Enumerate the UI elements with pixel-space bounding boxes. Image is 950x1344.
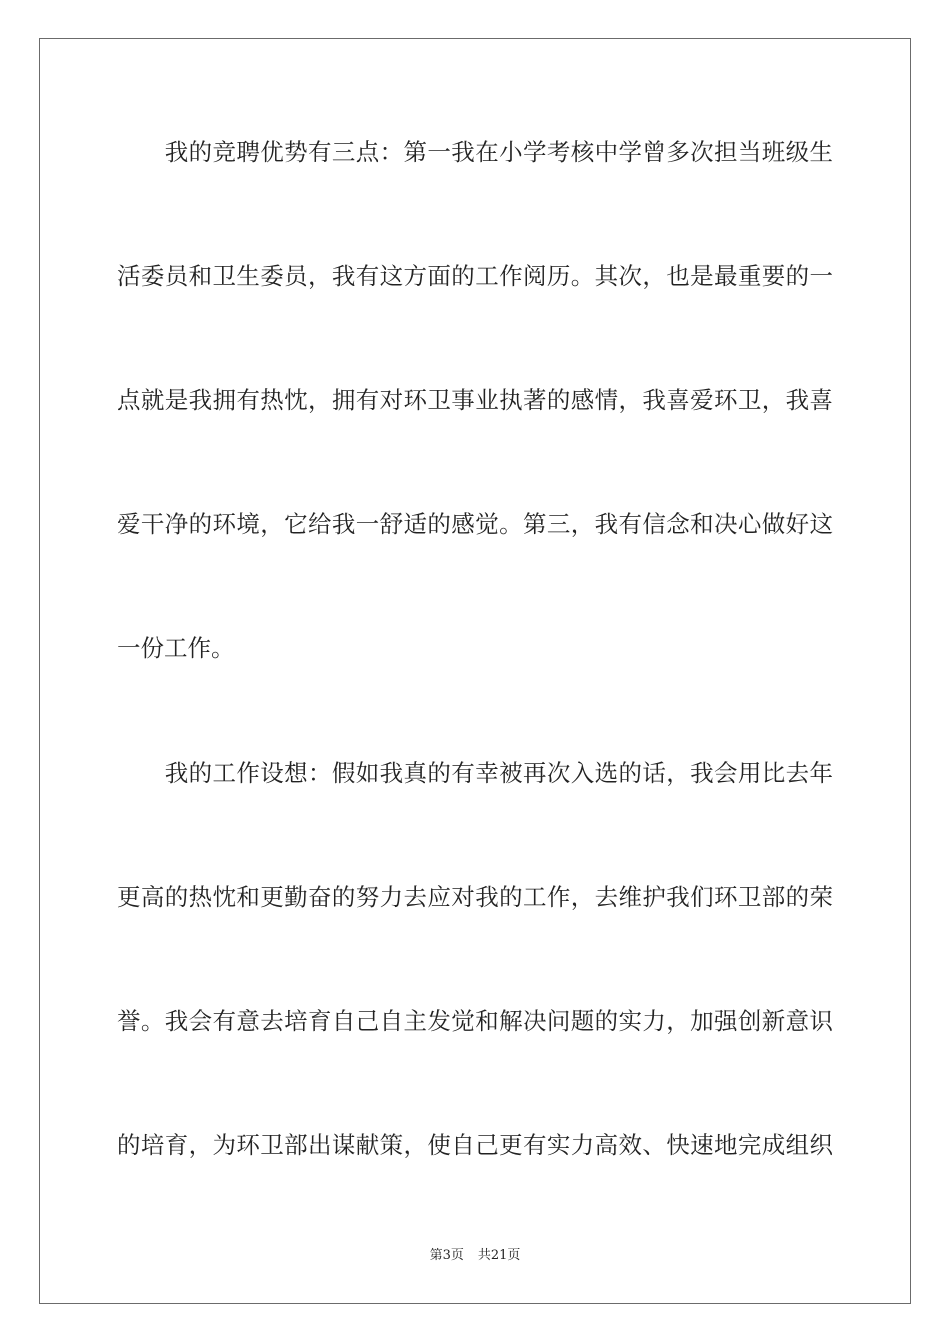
page-border bbox=[39, 38, 911, 1304]
page-number: 第3页 bbox=[429, 1248, 464, 1263]
page-total: 共21页 bbox=[477, 1248, 521, 1263]
paragraph-line: 的培育，为环卫部出谋献策，使自己更有实力高效、快速地完成组织 bbox=[117, 1131, 833, 1159]
paragraph-line: 活委员和卫生委员，我有这方面的工作阅历。其次，也是最重要的一 bbox=[117, 262, 833, 290]
paragraph-line: 我的工作设想：假如我真的有幸被再次入选的话，我会用比去年 bbox=[117, 759, 833, 787]
paragraph-line: 我的竞聘优势有三点：第一我在小学考核中学曾多次担当班级生 bbox=[117, 138, 833, 166]
paragraph-line: 点就是我拥有热忱，拥有对环卫事业执著的感情，我喜爱环卫，我喜 bbox=[117, 386, 833, 414]
paragraph-line: 誉。我会有意去培育自己自主发觉和解决问题的实力，加强创新意识 bbox=[117, 1007, 833, 1035]
page-footer bbox=[0, 1247, 950, 1265]
paragraph-line: 爱干净的环境，它给我一舒适的感觉。第三，我有信念和决心做好这 bbox=[117, 510, 833, 538]
paragraph-line: 一份工作。 bbox=[117, 634, 235, 662]
paragraph-line: 更高的热忱和更勤奋的努力去应对我的工作，去维护我们环卫部的荣 bbox=[117, 883, 833, 911]
